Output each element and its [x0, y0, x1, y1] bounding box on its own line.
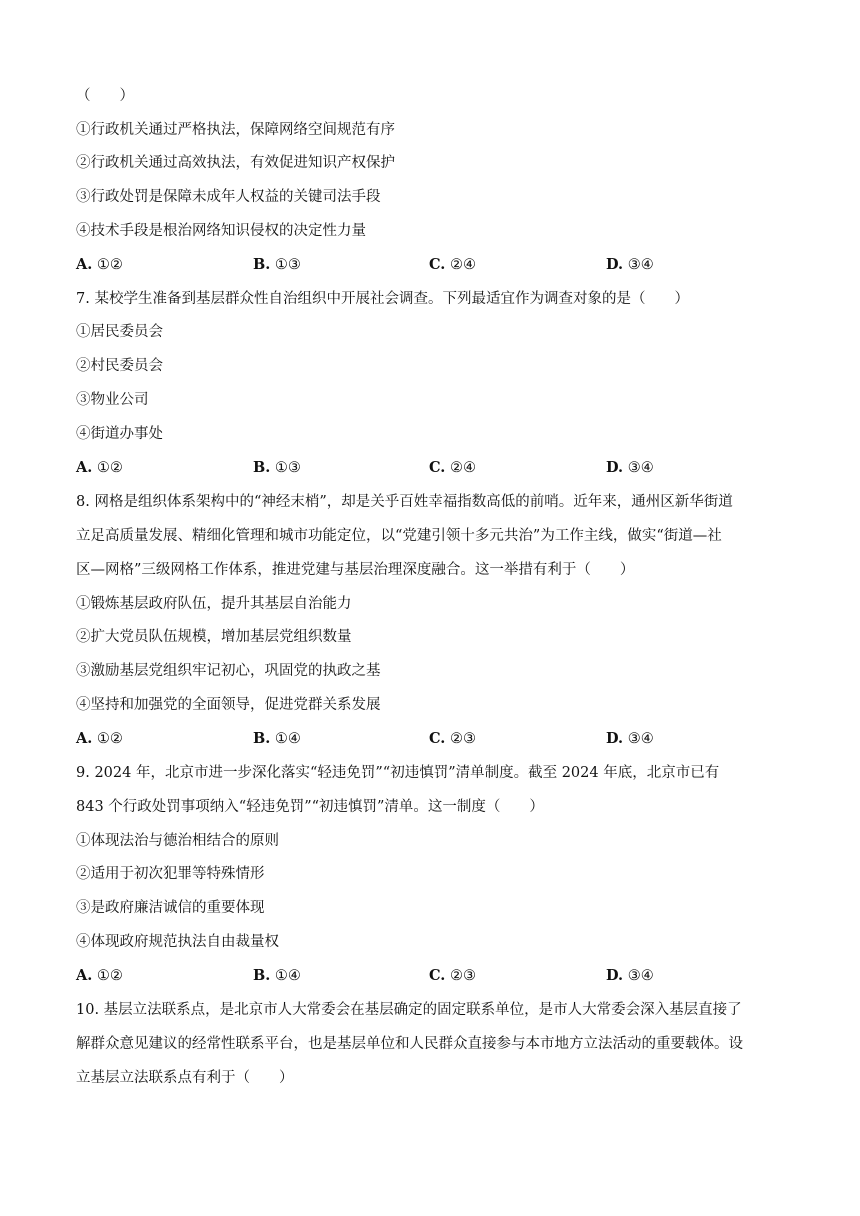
q7-item-2: ②村民委员会: [76, 358, 163, 374]
q7-item-3: ③物业公司: [76, 392, 149, 408]
q9-item-4: ④体现政府规范执法自由裁量权: [76, 934, 279, 950]
q8-item-3: ③激励基层党组织牢记初心，巩固党的执政之基: [76, 663, 381, 679]
q8-options: [76, 729, 776, 749]
q9-item-2: ②适用于初次犯罪等特殊情形: [76, 866, 265, 882]
q6-option-b: B. ①③: [253, 256, 301, 273]
q8-item-1: ①锻炼基层政府队伍，提升其基层自治能力: [76, 596, 352, 612]
q9-stem-line-1: 9. 2024 年，北京市进一步深化落实“轻违免罚”“初违慎罚”清单制度。截至 2024 年底，北京市已有: [76, 765, 720, 781]
q8-stem-line-2: 立足高质量发展、精细化管理和城市功能定位，以“党建引领十多元共治”为工作主线，做实“街道—社: [76, 528, 722, 544]
q7-stem-line-1: 7. 某校学生准备到基层群众性自治组织中开展社会调查。下列最适宜作为调查对象的是（ ）: [76, 291, 689, 307]
q6-item-1: ①行政机关通过严格执法，保障网络空间规范有序: [76, 122, 395, 138]
q9-option-c: C. ②③: [429, 967, 476, 984]
q7-item-1: ①居民委员会: [76, 324, 163, 340]
q8-option-d: D. ③④: [606, 730, 654, 747]
q8-stem-line-1: 8. 网格是组织体系架构中的“神经末梢”，却是关乎百姓幸福指数高低的前哨。近年来，通州区新华街道: [76, 494, 733, 510]
q10-stem-line-2: 解群众意见建议的经常性联系平台，也是基层单位和人民群众直接参与本市地方立法活动的重要载体。设: [76, 1036, 743, 1052]
q9-option-d: D. ③④: [606, 967, 654, 984]
q8-stem-line-3: 区—网格”三级网格工作体系，推进党建与基层治理深度融合。这一举措有利于（ ）: [76, 562, 635, 578]
q9-options: [76, 966, 776, 986]
q8-item-4: ④坚持和加强党的全面领导，促进党群关系发展: [76, 697, 381, 713]
q9-stem-line-2: 843 个行政处罚事项纳入“轻违免罚”“初违慎罚”清单。这一制度（ ）: [76, 799, 544, 815]
q7-option-c: C. ②④: [429, 459, 476, 476]
q8-option-a: A. ①②: [76, 730, 123, 747]
q10-stem-line-3: 立基层立法联系点有利于（ ）: [76, 1070, 294, 1086]
q7-option-b: B. ①③: [253, 459, 301, 476]
q6-option-a: A. ①②: [76, 256, 123, 273]
q7-options: [76, 458, 776, 478]
q9-item-1: ①体现法治与德治相结合的原则: [76, 833, 279, 849]
q8-option-b: B. ①④: [253, 730, 301, 747]
q8-option-c: C. ②③: [429, 730, 476, 747]
q9-item-3: ③是政府廉洁诚信的重要体现: [76, 900, 265, 916]
q7-option-d: D. ③④: [606, 459, 654, 476]
q6-options: [76, 255, 776, 275]
q6-item-3: ③行政处罚是保障未成年人权益的关键司法手段: [76, 189, 381, 205]
q7-item-4: ④街道办事处: [76, 426, 163, 442]
q6-option-c: C. ②④: [429, 256, 476, 273]
q6-paren: （ ）: [76, 88, 134, 104]
q7-option-a: A. ①②: [76, 459, 123, 476]
q9-option-a: A. ①②: [76, 967, 123, 984]
q8-item-2: ②扩大党员队伍规模，增加基层党组织数量: [76, 629, 352, 645]
q6-option-d: D. ③④: [606, 256, 654, 273]
q9-option-b: B. ①④: [253, 967, 301, 984]
q6-item-4: ④技术手段是根治网络知识侵权的决定性力量: [76, 223, 366, 239]
q10-stem-line-1: 10. 基层立法联系点，是北京市人大常委会在基层确定的固定联系单位，是市人大常委会深入基层直接了: [76, 1002, 742, 1018]
q6-item-2: ②行政机关通过高效执法，有效促进知识产权保护: [76, 155, 395, 171]
